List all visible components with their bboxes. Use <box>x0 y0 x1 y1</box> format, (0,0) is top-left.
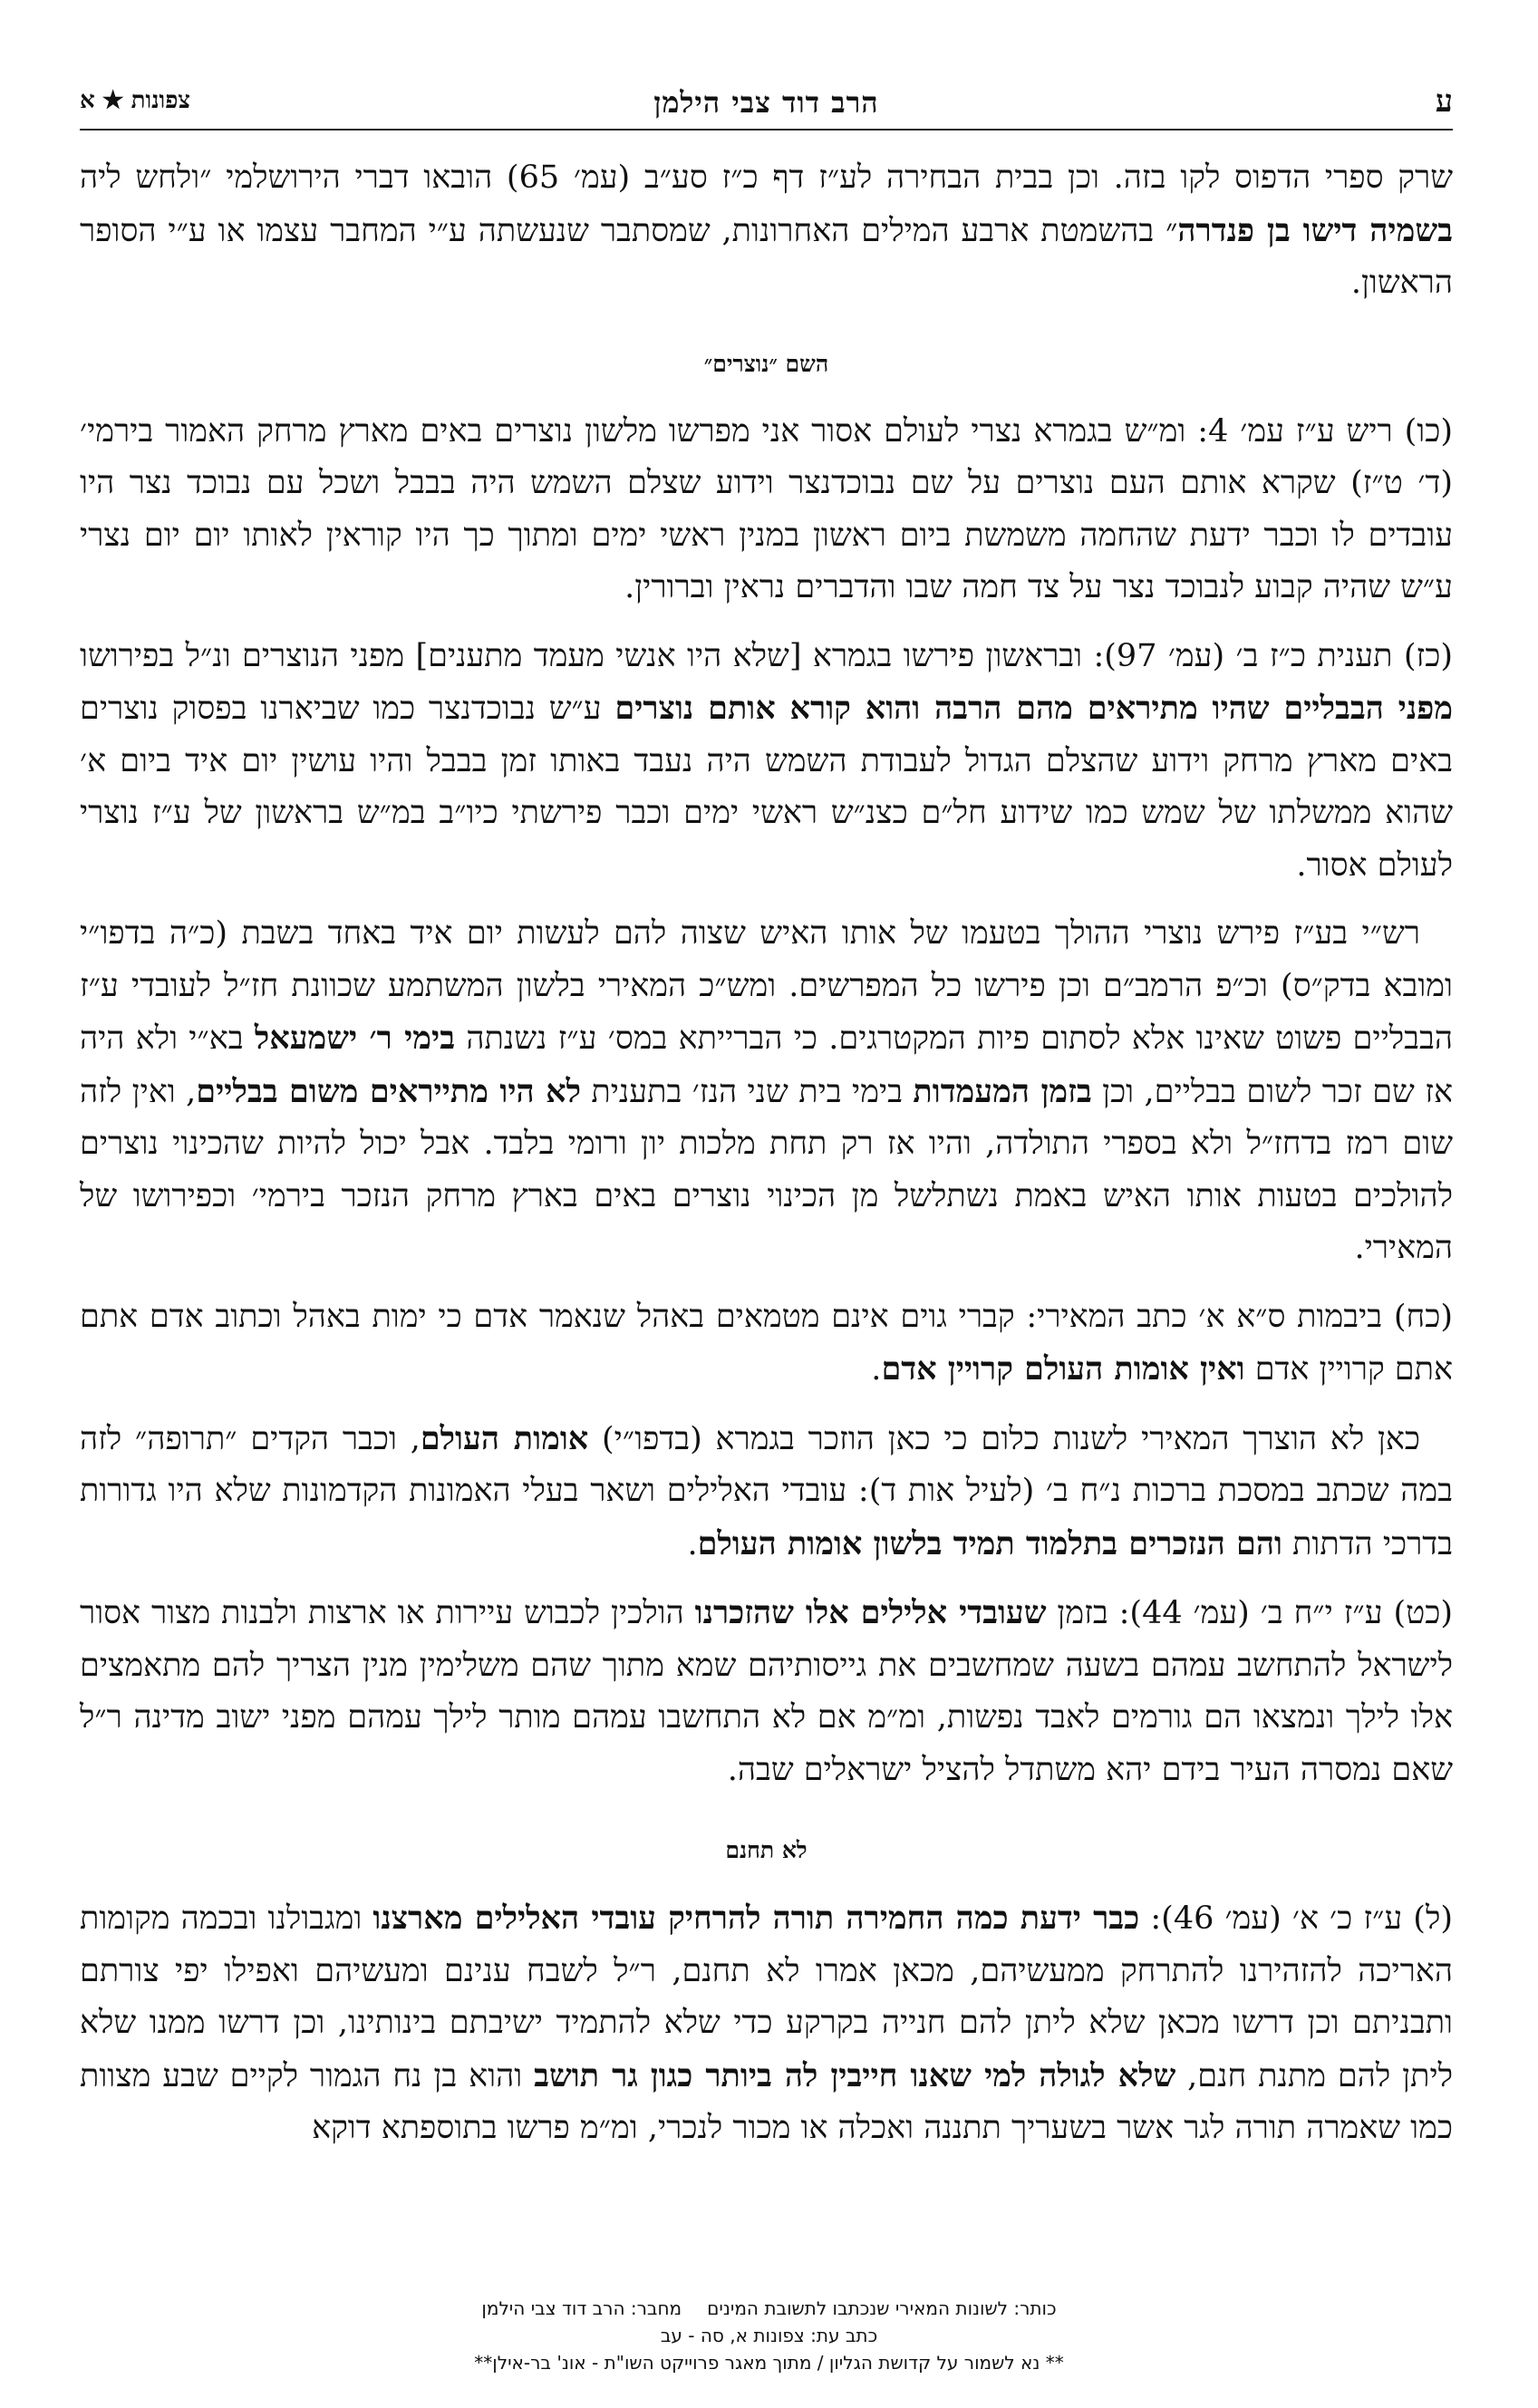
section-title-lo-techanem: לא תחנם <box>725 1837 808 1863</box>
paragraph-27: (כז) תענית כ״ז ב׳ (עמ׳ 97): ובראשון פירשו בגמרא [שלא היו אנשי מעמד מתענים] מפני הנוצרים ונ״ל בפירושו מפני הבבליים שהיו מתיראים מהם הרבה והוא קורא אותם נוצרים ע״ש נבוכדנצר כמו שביארנו בפסוק נוצרים באים מארץ מרחק וידוע שהצלם הגדול לעבודת השמש היה נעבד באותו זמן בבבל והיו עושין יום איד ביום א׳ שהוא ממשלתו של שמש כמו שידוע חל״ם כצנ״ש ראשי ימים וכבר פירשתי כיו״ב במ״ש בראשון של ע״ז נוצרי לעולם אסור. <box>80 637 1454 884</box>
paragraph-29: (כט) ע״ז י״ח ב׳ (עמ׳ 44): בזמן שעובדי אלילים אלו שהזכרנו הולכין לכבוש עיירות או ארצות ולבנות מצור אסור לישראל להתחשב עמהם בשעה שמחשבים את גייסותיהם שמא מתוך שהם משלימין מנין הצריך להם מתאמצים אלו לילך ונמצאו הם גורמים לאבד נפשות, ומ״מ אם לא התחשבו עמהם מותר לילך עמהם מפני ישוב מדינה ר״ל שאם נמסרה העיר בידם יהא משתדל להציל ישראלים שבה. <box>80 1594 1453 1788</box>
page-number: ע <box>1435 83 1453 120</box>
paragraph-30: (ל) ע״ז כ׳ א׳ (עמ׳ 46): כבר ידעת כמה החמירה תורה להרחיק עובדי האלילים מארצנו ומגבולנו ובכמה מקומות האריכה להזהירנו להתרחק ממעשיהם, מכאן אמרו לא תחנם, ר״ל לשבח ענינם ומעשיהם ואפילו יפי צורתם ותבניתם וכן דרשו מכאן שלא ליתן להם חנייה בקרקע כדי שלא להתמיד ישיבתם בינותינו, וכן דרשו ממנו שלא ליתן להם מתנת חנם, שלא לגולה למי שאנו חייבין לה ביותר כגון גר תושב והוא בן נח הגמור לקיים שבע מצוות כמו שאמרה תורה לגר אשר בשעריך תתננה ואכלה או מכור לנכרי, ומ״מ פרשו בתוספתא דוקא <box>80 1900 1453 2146</box>
footer-title: כותר: לשונות המאירי שנכתבו לתשובת המינים <box>707 2297 1057 2319</box>
footer-source: כתב עת: צפונות א, סה - עב <box>660 2325 878 2346</box>
paragraph-28: (כח) ביבמות ס״א א׳ כתב המאירי: קברי גוים אינם מטמאים באהל שנאמר אדם כי ימות באהל וכתוב אדם אתם אתם קרויין אדם ואין אומות העולם קרויין אדם. <box>80 1298 1453 1388</box>
main-text <box>80 152 1453 2171</box>
page-header <box>80 83 1453 129</box>
footer-author: מחבר: הרב דוד צבי הילמן <box>481 2297 682 2319</box>
paragraph-rashi: רש״י בע״ז פירש נוצרי ההולך בטעמו של אותו האיש שצוה להם לעשות יום איד באחד בשבת (כ״ה בדפו״י ומובא בדק״ס) וכ״פ הרמב״ם וכן פירשו כל המפרשים. ומש״כ המאירי בלשון המשתמע שכוונת חז״ל לעובדי ע״ז הבבליים פשוט שאינו אלא לסתום פיות המקטרגים. כי הברייתא במס׳ ע״ז נשנתה בימי ר׳ ישמעאל בא״י ולא היה אז שם זכר לשום בבליים, וכן בזמן המעמדות בימי בית שני הנז׳ בתענית לא היו מתייראים משום בבליים, ואין לזה שום רמז בדחז״ל ולא בספרי התולדה, והיו אז רק תחת מלכות יון ורומי בלבד. אבל יכול להיות שהכינוי נוצרים להולכים בטעות אותו האיש באמת נשתלשל מן הכינוי נוצרים באים בארץ מרחק הנזכר בירמי׳ וכפירושו של המאירי. <box>80 915 1453 1266</box>
running-title: הרב דוד צבי הילמן <box>653 85 879 120</box>
page-footer <box>272 2295 1266 2376</box>
footer-meta <box>272 2295 1266 2322</box>
section-title-notzrim: השם ״נוצרים״ <box>703 350 829 377</box>
header-rule <box>80 129 1453 131</box>
paragraph-continuation: שרק ספרי הדפוס לקו בזה. וכן בבית הבחירה לע״ז דף כ״ז סע״ב (עמ׳ 65) הובאו דברי הירושלמי ״ולחש ליה בשמיה דישו בן פנדרה״ בהשמטת ארבע המילים האחרונות, שמסתבר שנעשתה ע״י המחבר עצמו או ע״י הסופר הראשון. <box>80 160 1454 301</box>
paragraph-26: (כו) ריש ע״ז עמ׳ 4: ומ״ש בגמרא נצרי לעולם אסור אני מפרשו מלשון נוצרים באים מארץ מרחק האמור בירמי׳ (ד׳ ט״ז) שקרא אותם העם נוצרים על שם נבוכדנצר וידוע שצלם השמש היה בבבל ושכל עם נבוכד נצר היו עובדים לו וכבר ידעת שהחמה משמשת ביום ראשון במנין ראשי ימים ומתוך כך היו קוראין לאותו יום יום נצרי ע״ש שהיה קבוע לנבוכד נצר על צד חמה שבו והדברים נראין וברורין. <box>80 412 1453 605</box>
paragraph-here: כאן לא הוצרך המאירי לשנות כלום כי כאן הוזכר בגמרא (בדפו״י) אומות העולם, וכבר הקדים ״תרופה״ לזה במה שכתב במסכת ברכות נ״ח ב׳ (לעיל אות ד): עובדי האלילים ושאר בעלי האמונות הקדמונות שלא היו גדורות בדרכי הדתות והם הנזכרים בתלמוד תמיד בלשון אומות העולם. <box>80 1419 1453 1562</box>
footer-notice: ** נא לשמור על קדושת הגליון / מתוך מאגר פרוייקט השו"ת - אונ' בר-אילן** <box>474 2352 1064 2374</box>
journal-name: צפונות ✭ א <box>80 87 190 114</box>
